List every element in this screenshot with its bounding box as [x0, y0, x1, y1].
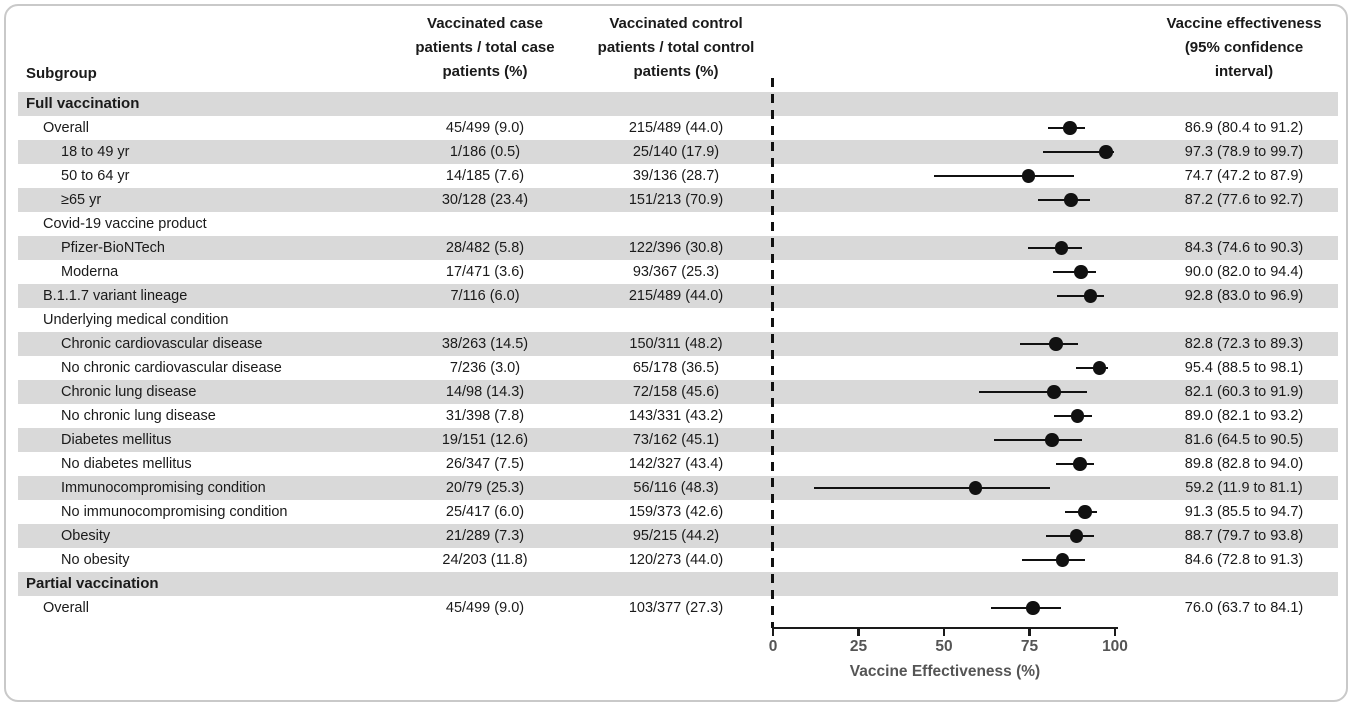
axis-tick-label: 50	[935, 638, 953, 655]
control-header-line-2: patients / total control	[597, 39, 755, 56]
subgroup-label: Immunocompromising condition	[61, 480, 266, 496]
case-header-line-3: patients (%)	[442, 63, 528, 80]
table-row	[18, 500, 1338, 524]
point-estimate-dot	[1099, 145, 1113, 159]
effectiveness-cell: 95.4 (88.5 to 98.1)	[1184, 360, 1304, 376]
effectiveness-cell: 89.8 (82.8 to 94.0)	[1184, 456, 1304, 472]
subgroup-label: Full vaccination	[26, 95, 140, 112]
confidence-interval-line	[934, 175, 1073, 178]
control-cell: 95/215 (44.2)	[632, 528, 720, 544]
subgroup-label: Partial vaccination	[26, 575, 159, 592]
table-row	[18, 428, 1338, 452]
confidence-interval-line	[1057, 295, 1105, 298]
control-header-line-3: patients (%)	[633, 63, 719, 80]
subgroup-label: Obesity	[61, 528, 111, 544]
axis-tick	[772, 628, 774, 636]
point-estimate-dot	[1056, 553, 1070, 567]
effectiveness-cell: 86.9 (80.4 to 91.2)	[1184, 120, 1304, 136]
confidence-interval-line	[979, 391, 1087, 394]
subgroup-column-header: Subgroup	[26, 65, 97, 82]
table-row	[18, 212, 1338, 236]
table-row	[18, 92, 1338, 116]
subgroup-label: Diabetes mellitus	[61, 432, 172, 448]
effectiveness-cell: 76.0 (63.7 to 84.1)	[1184, 600, 1304, 616]
effectiveness-cell: 97.3 (78.9 to 99.7)	[1184, 144, 1304, 160]
confidence-interval-line	[1022, 559, 1085, 562]
control-cell: 25/140 (17.9)	[632, 144, 720, 160]
ve-header-line-1: Vaccine effectiveness	[1166, 15, 1322, 32]
point-estimate-dot	[1063, 121, 1077, 135]
subgroup-label: 50 to 64 yr	[61, 168, 130, 184]
control-cell: 159/373 (42.6)	[628, 504, 724, 520]
subgroup-label: Underlying medical condition	[43, 312, 229, 328]
table-row	[18, 188, 1338, 212]
point-estimate-dot	[1073, 457, 1087, 471]
point-estimate-dot	[1084, 289, 1098, 303]
effectiveness-cell: 87.2 (77.6 to 92.7)	[1184, 192, 1304, 208]
control-cell: 65/178 (36.5)	[632, 360, 720, 376]
effectiveness-cell: 84.6 (72.8 to 91.3)	[1184, 552, 1304, 568]
control-cell: 122/396 (30.8)	[628, 240, 724, 256]
effectiveness-cell: 88.7 (79.7 to 93.8)	[1184, 528, 1304, 544]
point-estimate-dot	[1045, 433, 1059, 447]
control-cell: 142/327 (43.4)	[628, 456, 724, 472]
point-estimate-dot	[1026, 601, 1040, 615]
control-cell: 143/331 (43.2)	[628, 408, 724, 424]
table-row	[18, 548, 1338, 572]
axis-tick	[857, 628, 859, 636]
case-cell: 1/186 (0.5)	[449, 144, 521, 160]
case-cell: 31/398 (7.8)	[445, 408, 525, 424]
point-estimate-dot	[1055, 241, 1069, 255]
table-row	[18, 380, 1338, 404]
subgroup-label: Chronic cardiovascular disease	[61, 336, 263, 352]
subgroup-label: Overall	[43, 120, 89, 136]
effectiveness-cell: 82.1 (60.3 to 91.9)	[1184, 384, 1304, 400]
point-estimate-dot	[969, 481, 983, 495]
control-cell: 72/158 (45.6)	[632, 384, 720, 400]
case-cell: 28/482 (5.8)	[445, 240, 525, 256]
case-cell: 25/417 (6.0)	[445, 504, 525, 520]
control-header-line-1: Vaccinated control	[609, 15, 743, 32]
control-cell: 56/116 (48.3)	[633, 480, 719, 496]
effectiveness-cell: 89.0 (82.1 to 93.2)	[1184, 408, 1304, 424]
table-row	[18, 116, 1338, 140]
axis-tick-label: 75	[1020, 638, 1039, 655]
subgroup-label: Chronic lung disease	[61, 384, 197, 400]
case-cell: 17/471 (3.6)	[445, 264, 525, 280]
subgroup-label: No chronic lung disease	[61, 408, 216, 424]
effectiveness-column-header	[1139, 12, 1349, 84]
point-estimate-dot	[1070, 529, 1084, 543]
control-cell: 103/377 (27.3)	[628, 600, 724, 616]
point-estimate-dot	[1074, 265, 1088, 279]
ve-header-line-2: (95% confidence	[1184, 39, 1304, 56]
subgroup-label: No obesity	[61, 552, 130, 568]
control-cell: 215/489 (44.0)	[628, 288, 724, 304]
table-row	[18, 452, 1338, 476]
case-cell: 19/151 (12.6)	[441, 432, 529, 448]
case-cell: 38/263 (14.5)	[441, 336, 529, 352]
x-axis-title: Vaccine Effectiveness (%)	[849, 663, 1041, 680]
point-estimate-dot	[1093, 361, 1107, 375]
table-row	[18, 572, 1338, 596]
table-row	[18, 476, 1338, 500]
point-estimate-dot	[1064, 193, 1078, 207]
effectiveness-cell: 59.2 (11.9 to 81.1)	[1185, 480, 1303, 496]
subgroup-label: ≥65 yr	[61, 192, 102, 208]
effectiveness-cell: 90.0 (82.0 to 94.4)	[1184, 264, 1304, 280]
table-row	[18, 164, 1338, 188]
table-row	[18, 596, 1338, 620]
table-row	[18, 260, 1338, 284]
case-cell: 21/289 (7.3)	[445, 528, 525, 544]
case-cell: 20/79 (25.3)	[445, 480, 525, 496]
ve-header-line-3: interval)	[1214, 63, 1274, 80]
case-cell: 26/347 (7.5)	[445, 456, 525, 472]
case-column-header	[380, 12, 590, 84]
table-row	[18, 140, 1338, 164]
table-row	[18, 308, 1338, 332]
point-estimate-dot	[1047, 385, 1061, 399]
table-row	[18, 284, 1338, 308]
case-cell: 7/236 (3.0)	[449, 360, 521, 376]
case-header-line-1: Vaccinated case	[427, 15, 543, 32]
table-row	[18, 404, 1338, 428]
control-cell: 93/367 (25.3)	[632, 264, 720, 280]
case-cell: 24/203 (11.8)	[442, 552, 528, 568]
confidence-interval-line	[994, 439, 1083, 442]
effectiveness-cell: 92.8 (83.0 to 96.9)	[1184, 288, 1304, 304]
control-cell: 120/273 (44.0)	[628, 552, 724, 568]
effectiveness-cell: 82.8 (72.3 to 89.3)	[1184, 336, 1304, 352]
control-cell: 39/136 (28.7)	[632, 168, 720, 184]
case-cell: 14/98 (14.3)	[445, 384, 525, 400]
confidence-interval-line	[814, 487, 1051, 490]
table-row	[18, 524, 1338, 548]
effectiveness-cell: 91.3 (85.5 to 94.7)	[1184, 504, 1304, 520]
point-estimate-dot	[1078, 505, 1092, 519]
axis-tick	[1028, 628, 1030, 636]
effectiveness-cell: 84.3 (74.6 to 90.3)	[1184, 240, 1304, 256]
axis-tick-label: 0	[768, 638, 778, 655]
effectiveness-cell: 74.7 (47.2 to 87.9)	[1184, 168, 1304, 184]
subgroup-label: Moderna	[61, 264, 119, 280]
case-cell: 45/499 (9.0)	[445, 120, 525, 136]
point-estimate-dot	[1022, 169, 1036, 183]
subgroup-label: Overall	[43, 600, 89, 616]
point-estimate-dot	[1071, 409, 1085, 423]
point-estimate-dot	[1049, 337, 1063, 351]
subgroup-label: No chronic cardiovascular disease	[61, 360, 282, 376]
case-cell: 7/116 (6.0)	[450, 288, 520, 304]
axis-tick	[943, 628, 945, 636]
control-cell: 151/213 (70.9)	[628, 192, 724, 208]
axis-tick	[1114, 628, 1116, 636]
case-header-line-2: patients / total case	[415, 39, 555, 56]
table-row	[18, 356, 1338, 380]
subgroup-label: 18 to 49 yr	[61, 144, 130, 160]
zero-reference-line	[771, 78, 774, 628]
table-row	[18, 332, 1338, 356]
control-cell: 215/489 (44.0)	[628, 120, 724, 136]
control-column-header	[571, 12, 781, 84]
effectiveness-cell: 81.6 (64.5 to 90.5)	[1184, 432, 1304, 448]
subgroup-label: Covid-19 vaccine product	[43, 216, 207, 232]
subgroup-label: Pfizer-BioNTech	[61, 240, 165, 256]
subgroup-label: No immunocompromising condition	[61, 504, 288, 520]
table-row	[18, 236, 1338, 260]
control-cell: 150/311 (48.2)	[629, 336, 723, 352]
case-cell: 45/499 (9.0)	[445, 600, 525, 616]
control-cell: 73/162 (45.1)	[632, 432, 720, 448]
case-cell: 14/185 (7.6)	[445, 168, 525, 184]
subgroup-label: B.1.1.7 variant lineage	[43, 288, 188, 304]
axis-tick-label: 25	[849, 638, 868, 655]
axis-tick-label: 100	[1102, 638, 1128, 655]
subgroup-label: No diabetes mellitus	[61, 456, 192, 472]
case-cell: 30/128 (23.4)	[441, 192, 529, 208]
